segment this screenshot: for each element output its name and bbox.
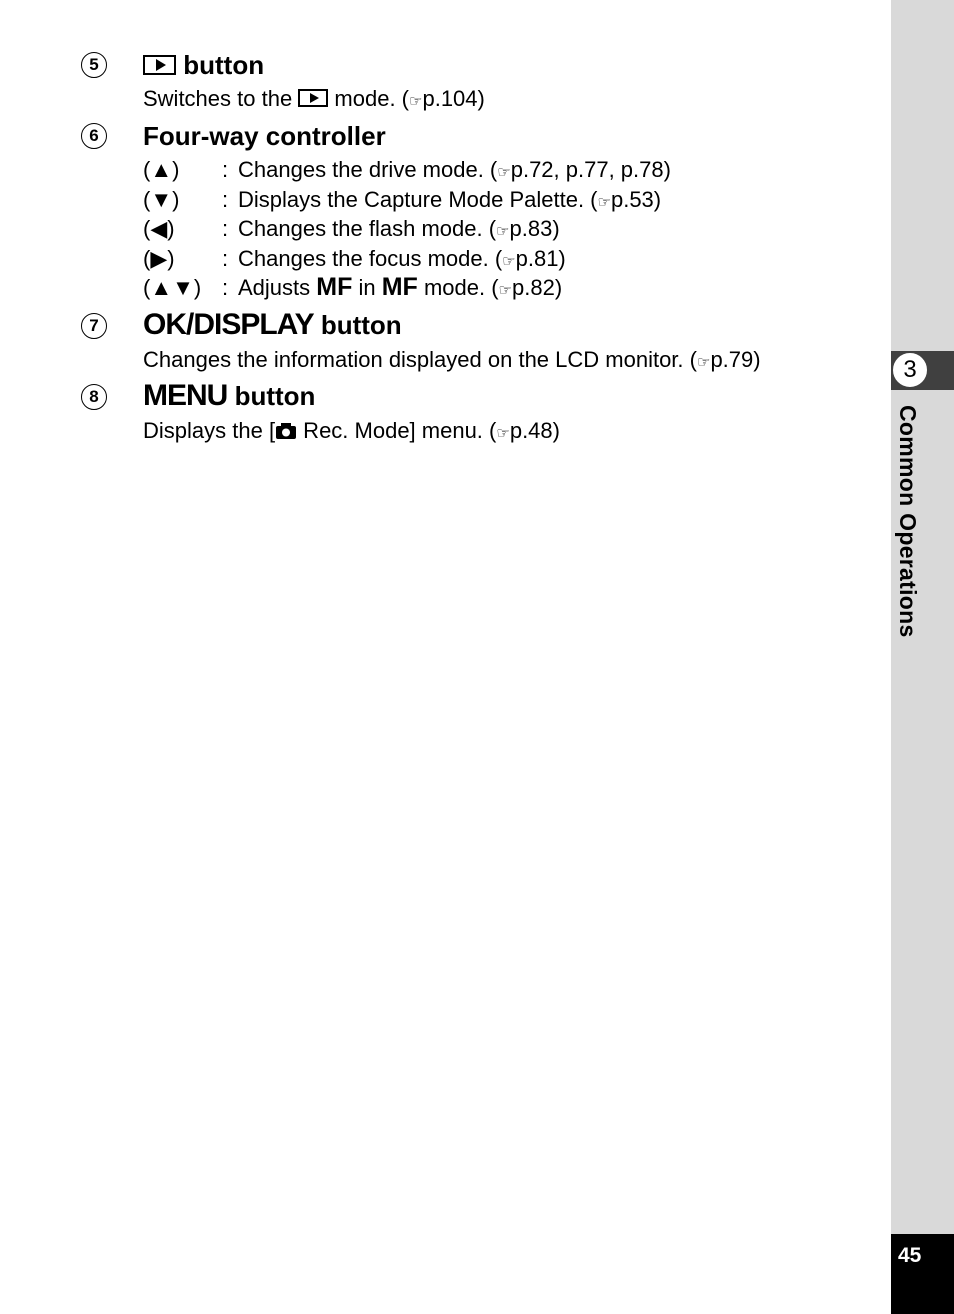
row-desc-up-down (238, 273, 562, 302)
item-number-8: 8 (81, 384, 107, 410)
page-ref-icon: ☞ (696, 354, 711, 371)
menu-button-heading (143, 379, 315, 413)
page-ref: p.72, p.77, p.78) (510, 157, 671, 182)
playback-button-desc (143, 86, 485, 112)
key-right: (▶) (143, 246, 175, 271)
page-ref: p.82) (512, 275, 563, 300)
desc-text: Changes the information displayed on the LCD monitor. ( (143, 347, 697, 372)
row-desc-down (238, 187, 661, 213)
row-desc-right (238, 246, 566, 272)
desc-text: in (352, 275, 382, 300)
key-left: (◀) (143, 216, 175, 241)
desc-text: Changes the flash mode. ( (238, 216, 497, 241)
colon: : (222, 216, 229, 241)
playback-icon (298, 89, 328, 107)
key-up-down: (▲▼) (143, 275, 202, 300)
menu-desc (143, 418, 560, 444)
page-ref-icon: ☞ (597, 194, 611, 211)
mf-icon: MF (381, 273, 418, 301)
page-ref-icon: ☞ (497, 164, 511, 181)
heading-suffix: button (234, 381, 316, 411)
ok-display-desc (143, 347, 761, 373)
playback-button-heading (143, 50, 264, 81)
page-ref-icon: ☞ (496, 425, 510, 442)
desc-text: mode. ( (417, 275, 499, 300)
item-number-7: 7 (81, 313, 107, 339)
page-ref: p.104) (422, 86, 485, 111)
desc-text: Rec. Mode] menu. ( (297, 418, 497, 443)
item-number-6: 6 (81, 123, 107, 149)
four-way-controller-heading: Four-way controller (143, 121, 386, 151)
colon: : (222, 246, 229, 271)
desc-text: Switches to the (143, 86, 299, 111)
page-ref-icon: ☞ (498, 282, 512, 299)
key-up: (▲) (143, 157, 180, 182)
desc-text: Displays the [ (143, 418, 276, 443)
ok-display-button-heading (143, 308, 402, 342)
desc-text: Changes the drive mode. ( (238, 157, 498, 182)
key-down: (▼) (143, 187, 180, 212)
desc-text: Adjusts (238, 275, 317, 300)
page-ref-icon: ☞ (502, 253, 516, 270)
playback-icon (143, 55, 176, 75)
camera-icon (275, 422, 297, 440)
page-ref-icon: ☞ (409, 93, 423, 110)
page-ref: p.79) (710, 347, 761, 372)
chapter-number: 3 (892, 352, 928, 388)
page-number: 45 (898, 1244, 922, 1267)
colon: : (222, 187, 229, 212)
ok-display-label: OK/DISPLAY (143, 308, 314, 341)
row-desc-up (238, 157, 671, 183)
mf-icon: MF (316, 273, 353, 301)
chapter-side-tab (891, 0, 954, 1314)
page-ref: p.48) (509, 418, 560, 443)
desc-text: mode. ( (328, 86, 410, 111)
menu-label: MENU (143, 379, 228, 412)
row-desc-left (238, 216, 560, 242)
colon: : (222, 275, 229, 300)
page-ref: p.81) (515, 246, 566, 271)
chapter-title: Common Operations (895, 405, 921, 638)
page-ref: p.53) (610, 187, 662, 212)
page-ref: p.83) (509, 216, 560, 241)
heading-suffix: button (320, 310, 402, 340)
item-number-5: 5 (81, 52, 107, 78)
desc-text: Displays the Capture Mode Palette. ( (238, 187, 598, 212)
heading-suffix: button (183, 50, 265, 80)
colon: : (222, 157, 229, 182)
page-ref-icon: ☞ (496, 223, 510, 240)
desc-text: Changes the focus mode. ( (238, 246, 503, 271)
